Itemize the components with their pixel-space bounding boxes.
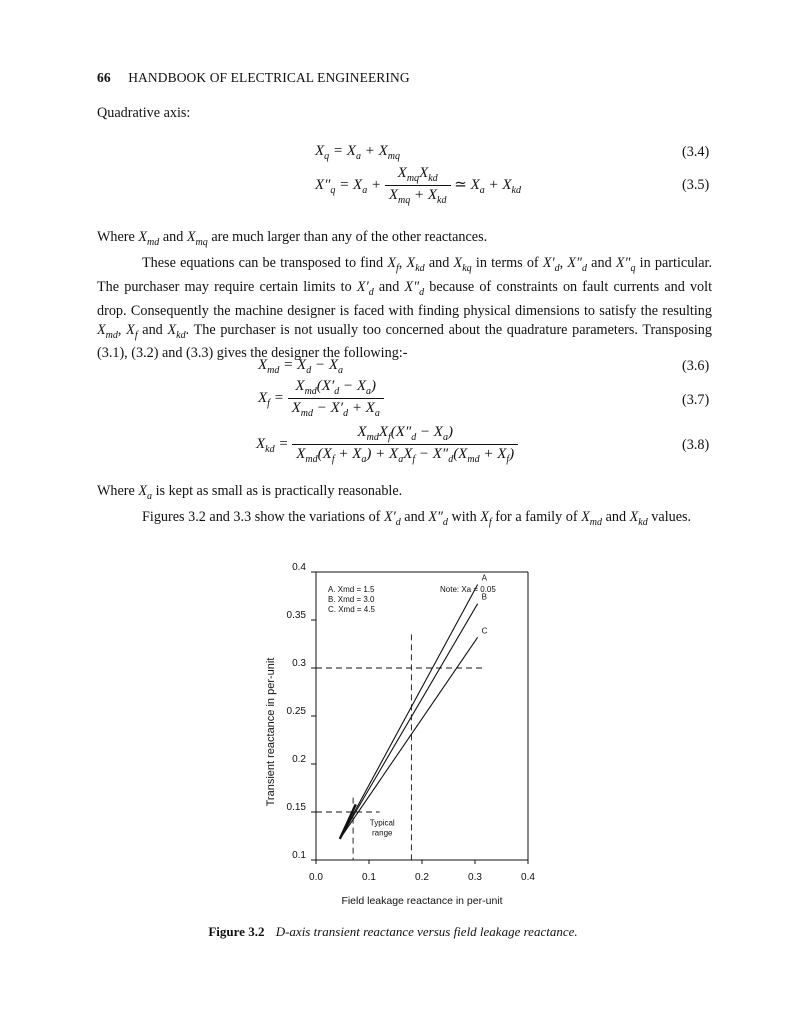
y-axis-label: Transient reactance in per-unit xyxy=(265,657,277,807)
paragraph-where-xmd: Where $X_{md}$ and $X_{mq}$ are much larger than any of the other reactances. xyxy=(97,229,488,248)
paragraph-transposed: These equations can be transposed to find $X_f$, $X_{kd}$ and $X_{kq}$ in terms of $X'_d$, $X''_d$ and $X''_q$ in particular. The purchaser may require certain limits to $X'_d$ and $X''_d$ because of constraints on fault currents and volt drop. Consequently the machine designer is faced with finding physical dimensions to satisfy the resulting $X_{md}$, $X_f$ and $X_{kd}$. The purchaser is not usually too concerned about the quadrature parameters. Transposing (3.1), (3.2) and (3.3) gives the designer the following:- xyxy=(97,255,713,362)
figure-caption xyxy=(0,924,786,940)
series-label-a: A xyxy=(481,573,487,583)
x-tick-label: 0.0 xyxy=(309,872,323,883)
running-header xyxy=(97,70,410,86)
equation-number-3-5: (3.5) xyxy=(682,177,710,193)
series-line-a xyxy=(340,584,478,838)
series-line-b xyxy=(340,604,478,839)
section-label: Quadrative axis: xyxy=(97,105,191,121)
equation-3-5: $X''_q = X_a$ + $\frac{X_{mq}X_{kd}}{X_{mq} + X_{kd}}$ ≃ $X_a + X_{kd}$ xyxy=(315,165,521,206)
y-tick-label: 0.2 xyxy=(292,754,306,765)
series-label-b: B xyxy=(481,592,487,602)
equation-3-7: $X_f$ = $\frac{X_{md}(X'_d - X_a)}{X_{md} - X'_d + X_a}$ xyxy=(258,378,384,419)
annotation-line-1: Typical xyxy=(369,818,395,828)
x-tick-label: 0.2 xyxy=(415,872,429,883)
figure-caption-label: Figure 3.2 xyxy=(208,924,265,939)
paragraph-where-xa: Where $X_a$ is kept as small as is practically reasonable. xyxy=(97,483,403,502)
y-tick-label: 0.25 xyxy=(286,706,306,717)
running-title: HANDBOOK OF ELECTRICAL ENGINEERING xyxy=(128,70,410,85)
x-tick-label: 0.3 xyxy=(468,872,482,883)
y-tick-label: 0.3 xyxy=(292,658,306,669)
x-tick-label: 0.1 xyxy=(362,872,376,883)
equation-3-4: $X_q = X_a + X_{mq}$ xyxy=(315,143,400,162)
equation-number-3-7: (3.7) xyxy=(682,392,710,408)
figure-caption-text: D-axis transient reactance versus field leakage reactance. xyxy=(275,924,578,939)
x-tick-label: 0.4 xyxy=(521,872,535,883)
series-line-c xyxy=(340,637,478,839)
page-number: 66 xyxy=(97,70,111,85)
paragraph-figures: Figures 3.2 and 3.3 show the variations of $X'_d$ and $X''_d$ with $X_f$ for a family of $X_{md}$ and $X_{kd}$ values. xyxy=(142,509,692,528)
legend-entry: B. Xmd = 3.0 xyxy=(328,595,375,604)
x-axis-label: Field leakage reactance in per-unit xyxy=(341,895,503,907)
series-label-c: C xyxy=(481,626,488,636)
equation-3-6: $X_{md} = X_d - X_a$ xyxy=(258,357,343,376)
y-tick-label: 0.1 xyxy=(292,850,306,861)
equation-number-3-4: (3.4) xyxy=(682,144,710,160)
legend-entry: A. Xmd = 1.5 xyxy=(328,585,375,594)
annotation-line-2: range xyxy=(372,828,393,838)
y-tick-label: 0.15 xyxy=(286,802,306,813)
equation-number-3-6: (3.6) xyxy=(682,358,710,374)
legend-entry: C. Xmd = 4.5 xyxy=(328,605,375,614)
equation-3-8: $X_{kd}$ = $\frac{X_{md}X_f(X''_d - X_a)}{X_{md}(X_f + X_a) + X_aX_f - X''_d(X_{md} + X_f)}$ xyxy=(256,424,518,465)
legend-note: Note: Xa = 0.05 xyxy=(440,585,496,594)
y-tick-label: 0.4 xyxy=(292,562,306,573)
figure-3-2-chart xyxy=(250,560,560,915)
equation-number-3-8: (3.8) xyxy=(682,437,710,453)
y-tick-label: 0.35 xyxy=(286,610,306,621)
